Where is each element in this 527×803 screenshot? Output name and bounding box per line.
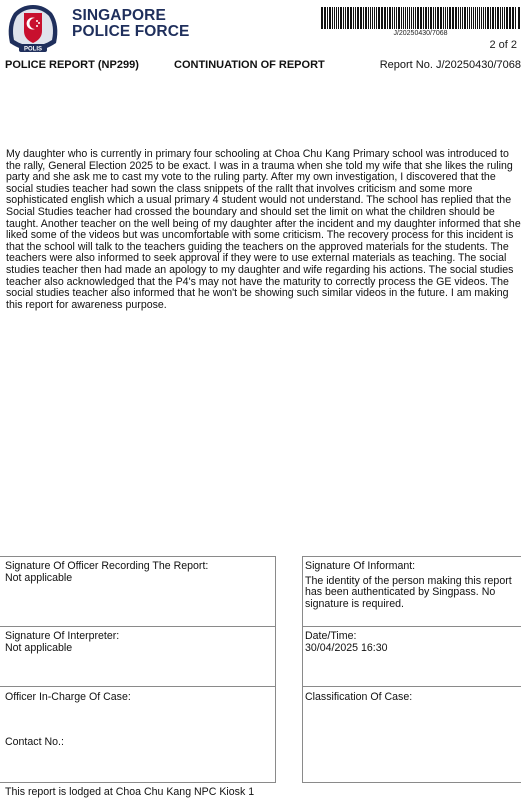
page-number: 2 of 2 <box>489 39 517 51</box>
report-number: Report No. J/20250430/7068 <box>379 59 521 71</box>
barcode-bar <box>455 7 457 29</box>
barcode-bar <box>497 7 499 29</box>
barcode-bar <box>387 7 388 29</box>
barcode-bar <box>433 7 434 29</box>
barcode-bar <box>365 7 367 29</box>
barcode-bar <box>403 7 404 29</box>
barcode-bar <box>363 7 364 29</box>
barcode-bar <box>502 7 503 29</box>
barcode-bar <box>437 7 439 29</box>
barcode-bar <box>398 7 400 29</box>
barcode-bar <box>483 7 484 29</box>
barcode-bar <box>449 7 451 29</box>
officer-signature-cell <box>5 561 270 584</box>
barcode-bar <box>340 7 342 29</box>
organization-name <box>72 8 189 40</box>
report-narrative: My daughter who is currently in primary four schooling at Choa Chu Kang Primary school was introduced to the rally, General Election 2025 to be exact. I was in a trauma when she told my wife that she likes the ruling party and she ask me to cast my vote to the ruling party. After my own investigation, I discovered that the social studies teacher had sown the class snippets of the rallt that involves criticism and some more sophisticated english which a usual primary 4 student would not understand. The school has replied that the Social Studies teacher had crossed the boundary and should set the limit on what the children should be taught. Another teacher on the well being of my daughter after the incident and my daughter informed that she liked some of the videos but was uncomfortable with some criticism. The recovery process for this incident is that the school will talk to the teachers guiding the teachers on the approved materials for the students. The teachers were also informed to seek approval if they were to use external materials as teaching. The social studies teacher then had made an apology to my daughter and wife regarding his actions. The social studies teacher also acknowledged that the P4's may not have the maturity to correctly process the GE videos. The social studies teacher also informed that he won't be showing such similar videos in the future. I am making this report for awareness purpose. <box>6 148 521 311</box>
barcode-bar <box>515 7 516 29</box>
barcode-bar <box>329 7 331 29</box>
barcode-bar <box>473 7 474 29</box>
barcode-bar <box>384 7 386 29</box>
barcode-bar <box>357 7 359 29</box>
barcode-bar <box>504 7 505 29</box>
barcode-bar <box>338 7 339 29</box>
report-barcode <box>321 7 520 29</box>
barcode-bar <box>392 7 393 29</box>
barcode-bar <box>411 7 412 29</box>
interpreter-signature-cell <box>5 631 270 654</box>
informant-signature-label: Signature Of Informant: <box>305 560 416 572</box>
barcode-bar <box>321 7 323 29</box>
crest-badge-text: POLIS <box>23 46 43 53</box>
form-name: POLICE REPORT (NP299) <box>5 59 139 71</box>
contact-number-label: Contact No.: <box>5 736 64 748</box>
barcode-bar <box>405 7 406 29</box>
barcode-bar <box>445 7 446 29</box>
barcode-bar <box>471 7 472 29</box>
barcode-bar <box>458 7 459 29</box>
barcode-bar <box>462 7 463 29</box>
barcode-bar <box>485 7 486 29</box>
barcode-bar <box>378 7 380 29</box>
barcode-bar <box>428 7 429 29</box>
interpreter-signature-value: Not applicable <box>5 641 73 654</box>
footer-lodged-note: This report is lodged at Choa Chu Kang NPC Kiosk 1 <box>5 786 255 798</box>
barcode-bar <box>343 7 344 29</box>
officer-signature-label: Signature Of Officer Recording The Report: <box>5 560 209 572</box>
barcode-bar <box>435 7 436 29</box>
barcode-bar <box>415 7 416 29</box>
barcode-bar <box>336 7 337 29</box>
interpreter-signature-label: Signature Of Interpreter: <box>5 630 120 642</box>
barcode-bar <box>460 7 461 29</box>
barcode-bar <box>464 7 466 29</box>
barcode-bar <box>360 7 362 29</box>
barcode-bar <box>374 7 375 29</box>
barcode-bar <box>500 7 501 29</box>
barcode-bar <box>394 7 395 29</box>
barcode-bar <box>452 7 454 29</box>
barcode-bar <box>467 7 468 29</box>
datetime-cell <box>305 631 515 654</box>
informant-signature-value: The identity of the person making this report has been authenticated by Singpass. No signature is required. <box>305 574 512 610</box>
org-line-1: SINGAPORE <box>72 7 166 24</box>
barcode-bar <box>443 7 444 29</box>
barcode-bar <box>372 7 373 29</box>
org-line-2: POLICE FORCE <box>72 23 190 40</box>
barcode-bar <box>401 7 402 29</box>
barcode-bar <box>469 7 470 29</box>
barcode-bar <box>389 7 391 29</box>
officer-signature-value: Not applicable <box>5 571 73 584</box>
barcode-bar <box>407 7 408 29</box>
barcode-bar <box>376 7 377 29</box>
barcode-bar <box>334 7 335 29</box>
barcode-bar <box>430 7 432 29</box>
barcode-bar <box>487 7 489 29</box>
barcode-bar <box>495 7 496 29</box>
classification-label: Classification Of Case: <box>305 691 413 703</box>
barcode-bar <box>490 7 491 29</box>
barcode-bar <box>509 7 511 29</box>
police-crest-logo <box>4 3 62 55</box>
barcode-bar <box>440 7 442 29</box>
continuation-title: CONTINUATION OF REPORT <box>174 59 325 71</box>
barcode-bar <box>350 7 352 29</box>
barcode-bar <box>475 7 476 29</box>
barcode-bar <box>381 7 383 29</box>
barcode-bar <box>417 7 419 29</box>
barcode-bar <box>332 7 333 29</box>
barcode-bar <box>506 7 508 29</box>
barcode-bar <box>324 7 326 29</box>
barcode-bar <box>492 7 494 29</box>
barcode-bar <box>409 7 410 29</box>
barcode-bar <box>396 7 397 29</box>
barcode-bar <box>420 7 422 29</box>
barcode-bar <box>481 7 482 29</box>
barcode-bar <box>355 7 356 29</box>
barcode-bar <box>512 7 514 29</box>
barcode-bar <box>370 7 371 29</box>
barcode-bar <box>368 7 369 29</box>
barcode-bar <box>327 7 328 29</box>
barcode-bar <box>413 7 414 29</box>
barcode-bar <box>447 7 448 29</box>
barcode-bar <box>477 7 478 29</box>
datetime-value: 30/04/2025 16:30 <box>305 641 388 654</box>
informant-signature-cell <box>305 561 515 610</box>
barcode-text: J/20250430/7068 <box>393 30 448 37</box>
officer-in-charge-label: Officer In-Charge Of Case: <box>5 691 131 703</box>
barcode-bar <box>347 7 349 29</box>
barcode-bar <box>345 7 346 29</box>
barcode-bar <box>353 7 354 29</box>
barcode-bar <box>425 7 427 29</box>
barcode-bar <box>479 7 480 29</box>
barcode-bar <box>423 7 424 29</box>
datetime-label: Date/Time: <box>305 630 357 642</box>
barcode-bar <box>518 7 520 29</box>
